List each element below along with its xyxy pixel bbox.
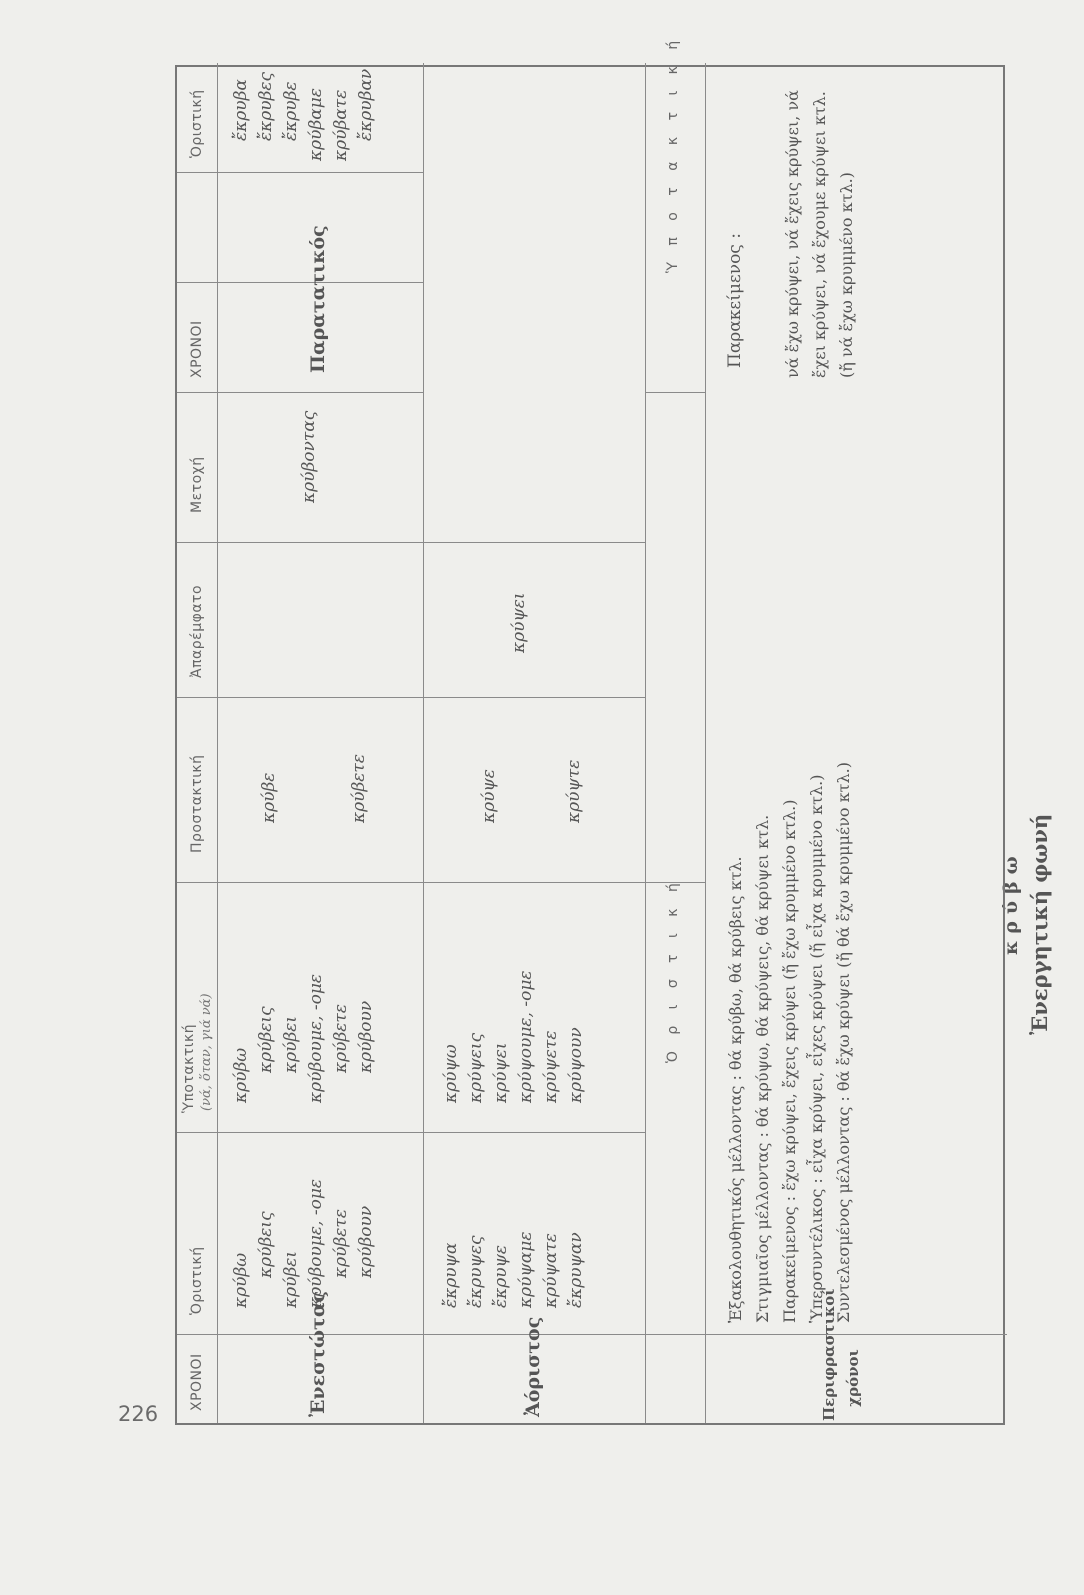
form: κρύψουμε, -ομε — [516, 970, 536, 1103]
periphrastic-line: Ὑπερσυντέλικος : εἶχα κρύψει, εἶχες κρύψει (ἤ εἶχα κρυμμένο κτλ.) — [807, 774, 826, 1323]
conjugation-table — [175, 34, 1005, 1425]
form: κρύβουμε, -ομε — [306, 973, 326, 1103]
col-line — [177, 282, 423, 283]
header-xronoi: ΧΡΟΝΟΙ — [189, 1353, 205, 1411]
periphrastic-ypotaktiki-header: Ὑ π ο τ α κ τ ι κ ή — [665, 34, 681, 273]
header-ypotaktiki: Ὑποτακτική — [181, 1023, 197, 1113]
form: κρύψουν — [566, 1027, 586, 1103]
periphrastic-label: Παρακείμενος : — [725, 233, 745, 368]
form: κρύβετε — [331, 1209, 351, 1278]
col-line — [177, 882, 705, 883]
row-line — [217, 63, 218, 1423]
form: κρύβαμε — [306, 88, 326, 161]
conjugation-frame — [155, 34, 1052, 1595]
form: ἔκρυβες — [256, 71, 276, 141]
form: κρύβουν — [356, 1205, 376, 1278]
periphrastic-line: Στιγμιαῖος μέλλοντας : θά κρύψω, θά κρύψεις, θά κρύψει κτλ. — [753, 814, 772, 1323]
row-line — [705, 63, 706, 1423]
page-title: Ἐνεργητική φωνή — [1027, 813, 1052, 1035]
periphrastic-ypotaktiki — [722, 90, 860, 378]
header-xronoi-2: ΧΡΟΝΟΙ — [189, 320, 205, 378]
form: ἔκρυψα — [441, 1242, 461, 1308]
aoristos-prostaktiki-sg: κρύψε — [479, 769, 499, 823]
aoristos-prostaktiki-pl: κρύψτε — [564, 759, 584, 823]
row-line — [645, 63, 646, 1423]
form: κρύψαμε — [516, 1231, 536, 1308]
form: ἔκρυψαν — [566, 1232, 586, 1308]
periphrastic-oristiki — [722, 762, 857, 1323]
col-line — [645, 392, 705, 393]
col-line — [177, 1132, 645, 1133]
aoristos-aparemfato: κρύψει — [509, 592, 529, 653]
header-metoxi: Μετοχή — [189, 456, 205, 513]
header-ypotaktiki-sub: (νά, ὅταν, γιά νά) — [199, 993, 214, 1111]
col-line — [177, 172, 423, 173]
header-oristiki-2: Ὁριστική — [189, 89, 205, 158]
form: κρύβει — [281, 1015, 301, 1073]
header-aparemfato: Ἀπαρέμφατο — [189, 584, 205, 678]
header-oristiki: Ὁριστική — [189, 1246, 205, 1315]
page-number: 226 — [118, 1402, 159, 1426]
form: κρύβατε — [331, 89, 351, 161]
col-line — [177, 542, 645, 543]
form: ἔκρυβε — [281, 81, 301, 141]
form: ἔκρυβα — [231, 79, 251, 141]
aoristos-ypotaktiki — [439, 970, 589, 1103]
periphrastic-line: (ἤ νά ἔχω κρυμμένο κτλ.) — [837, 172, 856, 378]
enestotas-oristiki — [229, 1179, 379, 1308]
form: κρύψετε — [541, 1030, 561, 1103]
verb-title: κρύβω — [1000, 849, 1022, 955]
rotated-page — [155, 34, 1052, 1595]
periphrastic-line: ἔχει κρύψει, νά ἔχουμε κρύψει κτλ. — [810, 91, 829, 378]
periphrastic-line: Ἐξακολουθητικός μέλλοντας : θά κρύβω, θά κρύβεις κτλ. — [726, 856, 745, 1323]
enestotas-prostaktiki-sg: κρύβε — [259, 772, 279, 823]
form: κρύψεις — [466, 1032, 486, 1103]
form: κρύβω — [231, 1047, 251, 1103]
form: κρύβεις — [256, 1006, 276, 1073]
col-line — [177, 697, 645, 698]
row-label-aoristos: Ἀόριστος — [522, 1316, 544, 1417]
label-line: χρόνοι — [844, 1349, 862, 1407]
form: κρύψω — [441, 1044, 461, 1103]
periphrastic-oristiki-header: Ὁ ρ ι σ τ ι κ ή — [665, 877, 681, 1063]
periphrastic-line: Συντελεσμένος μέλλοντας : θά ἔχω κρύψει (ἤ θά ἔχω κρυμμένο κτλ.) — [834, 762, 853, 1323]
form: κρύβω — [231, 1252, 251, 1308]
form: ἔκρυψε — [491, 1244, 511, 1308]
paratatikos-oristiki — [229, 69, 379, 161]
col-line — [177, 392, 423, 393]
form: κρύβεις — [256, 1211, 276, 1278]
form: κρύψει — [491, 1042, 511, 1103]
row-label-paratatikos: Παρατατικός — [307, 225, 329, 373]
row-label-periphrastic — [817, 1288, 865, 1421]
col-line — [177, 1334, 1007, 1335]
form: κρύβετε — [331, 1004, 351, 1073]
periphrastic-line: νά ἔχω κρύψει, νά ἔχεις κρύψει, νά — [783, 90, 802, 378]
enestotas-prostaktiki-pl: κρύβετε — [349, 754, 369, 823]
form: κρύβει — [281, 1250, 301, 1308]
form: κρύψατε — [541, 1233, 561, 1308]
header-prostaktiki: Προστακτική — [189, 754, 205, 853]
aoristos-oristiki — [439, 1232, 589, 1308]
form: ἔκρυψες — [466, 1235, 486, 1308]
form: κρύβουμε, -ομε — [306, 1178, 326, 1308]
form: κρύβουν — [356, 1000, 376, 1073]
enestotas-metoxi: κρύβοντας — [299, 410, 319, 503]
row-line — [423, 63, 424, 1423]
row-label-enestotas: Ἐνεστώτας — [307, 1290, 329, 1417]
label-line: Περιφραστικοί — [820, 1288, 838, 1421]
periphrastic-line: Παρακείμενος : ἔχω κρύψει, ἔχεις κρύψει (ἤ ἔχω κρυμμένο κτλ.) — [780, 799, 799, 1323]
enestotas-ypotaktiki — [229, 974, 379, 1103]
form: ἔκρυβαν — [356, 68, 376, 141]
